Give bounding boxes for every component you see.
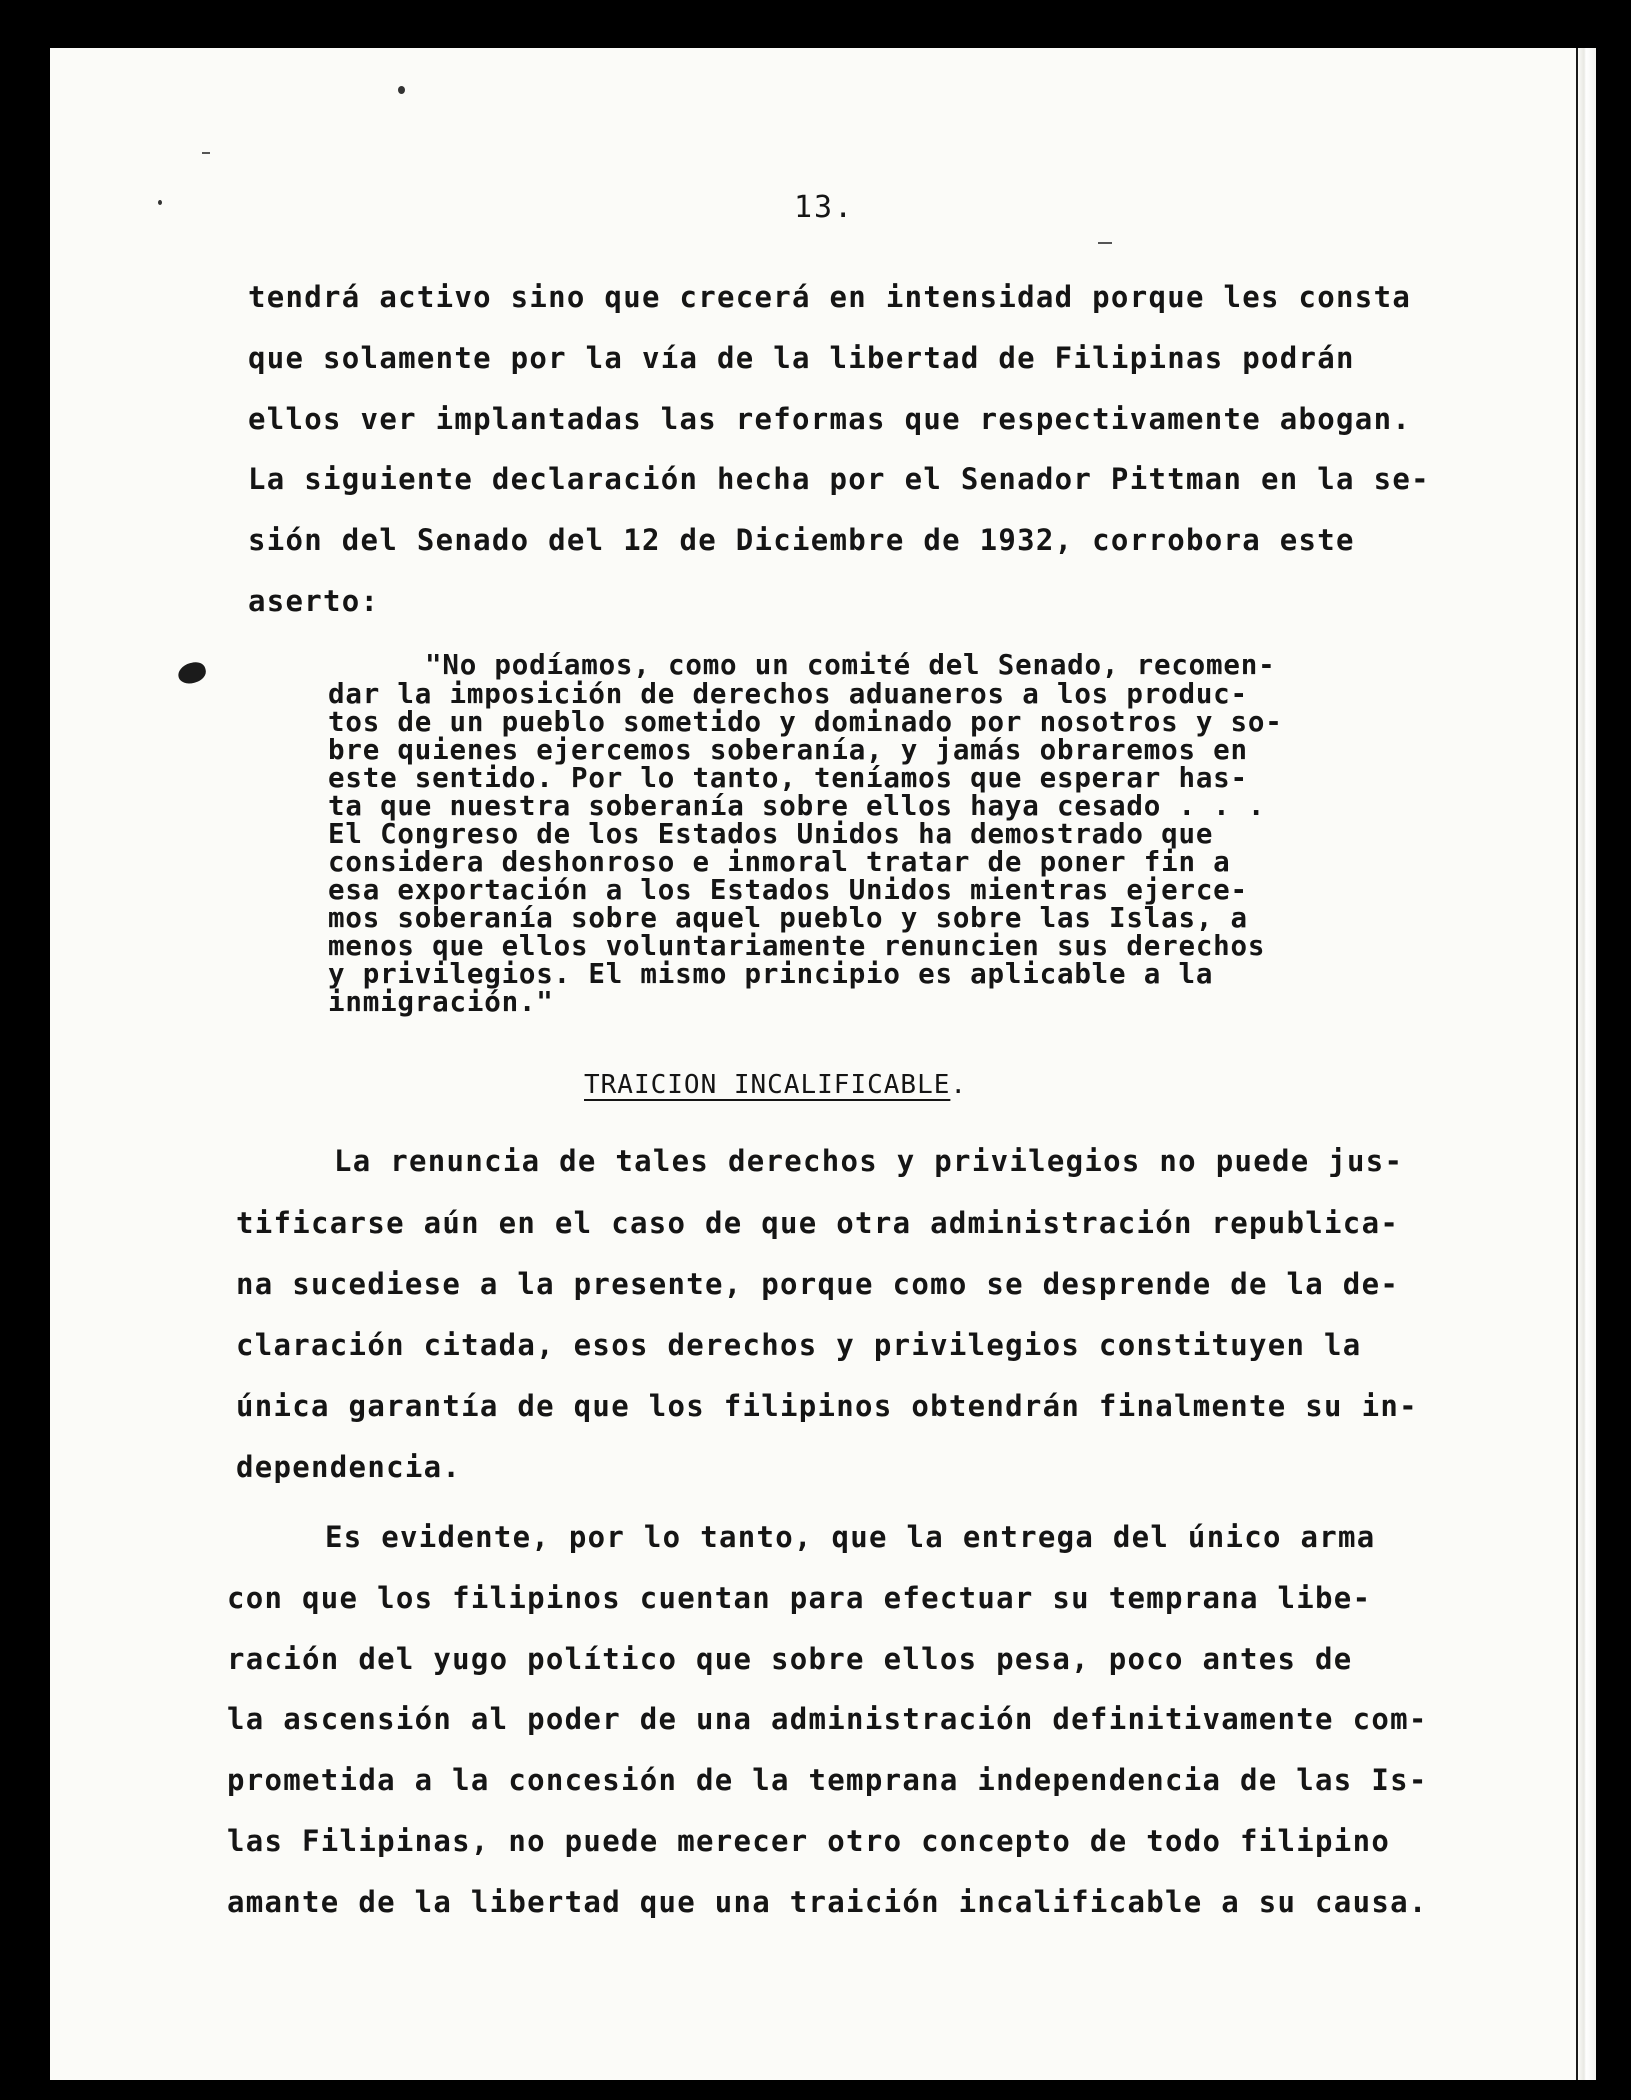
body-line: única garantía de que los filipinos obtendrán finalmente su in- <box>236 1389 1418 1423</box>
quote-line: menos que ellos voluntariamente renuncien sus derechos <box>328 930 1266 962</box>
quote-line: bre quienes ejercemos soberanía, y jamás obraremos en <box>328 734 1248 766</box>
body-line: dependencia. <box>236 1450 462 1484</box>
quote-line: dar la imposición de derechos aduaneros a los produc- <box>328 678 1248 710</box>
section-heading-period: . <box>950 1070 968 1100</box>
quote-line: y privilegios. El mismo principio es aplicable a la <box>328 958 1214 990</box>
page-edge <box>1576 48 1596 2080</box>
body-line: na sucediese a la presente, porque como se desprende de la de- <box>236 1267 1400 1301</box>
body-line: La siguiente declaración hecha por el Senador Pittman en la se- <box>248 462 1430 496</box>
quote-line: mos soberanía sobre aquel pueblo y sobre las Islas, a <box>328 902 1248 934</box>
stray-mark <box>1098 242 1112 244</box>
body-line: sión del Senado del 12 de Diciembre de 1932, corrobora este <box>248 523 1355 557</box>
body-line: la ascensión al poder de una administración definitivamente com- <box>227 1702 1428 1736</box>
body-line: que solamente por la vía de la libertad de Filipinas podrán <box>248 341 1355 375</box>
body-line: ellos ver implantadas las reformas que respectivamente abogan. <box>248 402 1412 436</box>
ink-blot <box>176 660 208 687</box>
ink-speck <box>398 86 405 94</box>
body-line: Es evidente, por lo tanto, que la entrega del único arma <box>325 1520 1376 1554</box>
section-heading <box>584 1070 967 1100</box>
body-line: La renuncia de tales derechos y privilegios no puede jus- <box>334 1144 1404 1178</box>
body-line: tendrá activo sino que crecerá en intensidad porque les consta <box>248 280 1412 314</box>
stray-mark <box>202 152 210 154</box>
quote-line: El Congreso de los Estados Unidos ha demostrado que <box>328 818 1214 850</box>
body-line: amante de la libertad que una traición incalificable a su causa. <box>227 1885 1428 1919</box>
quote-line: esa exportación a los Estados Unidos mientras ejerce- <box>328 874 1248 906</box>
body-line: con que los filipinos cuentan para efectuar su temprana libe- <box>227 1581 1372 1615</box>
section-heading-text: TRAICION INCALIFICABLE <box>584 1070 951 1100</box>
body-line: aserto: <box>248 584 380 618</box>
body-line: claración citada, esos derechos y privilegios constituyen la <box>236 1328 1362 1362</box>
body-line: ración del yugo político que sobre ellos pesa, poco antes de <box>227 1642 1353 1676</box>
body-line: tificarse aún en el caso de que otra administración republica- <box>236 1206 1400 1240</box>
body-line: prometida a la concesión de la temprana independencia de las Is- <box>227 1763 1428 1797</box>
typewritten-page <box>50 48 1596 2080</box>
page-number: 13. <box>794 190 855 225</box>
quote-line: este sentido. Por lo tanto, teníamos que esperar has- <box>328 762 1248 794</box>
quote-line: considera deshonroso e inmoral tratar de poner fin a <box>328 846 1231 878</box>
quote-line: inmigración." <box>328 986 554 1018</box>
body-line: las Filipinas, no puede merecer otro concepto de todo filipino <box>227 1824 1391 1858</box>
quote-line: ta que nuestra soberanía sobre ellos haya cesado . . . <box>328 790 1266 822</box>
ink-speck <box>158 200 162 205</box>
quote-line: tos de un pueblo sometido y dominado por nosotros y so- <box>328 706 1283 738</box>
quote-line: "No podíamos, como un comité del Senado, recomen- <box>425 649 1276 681</box>
